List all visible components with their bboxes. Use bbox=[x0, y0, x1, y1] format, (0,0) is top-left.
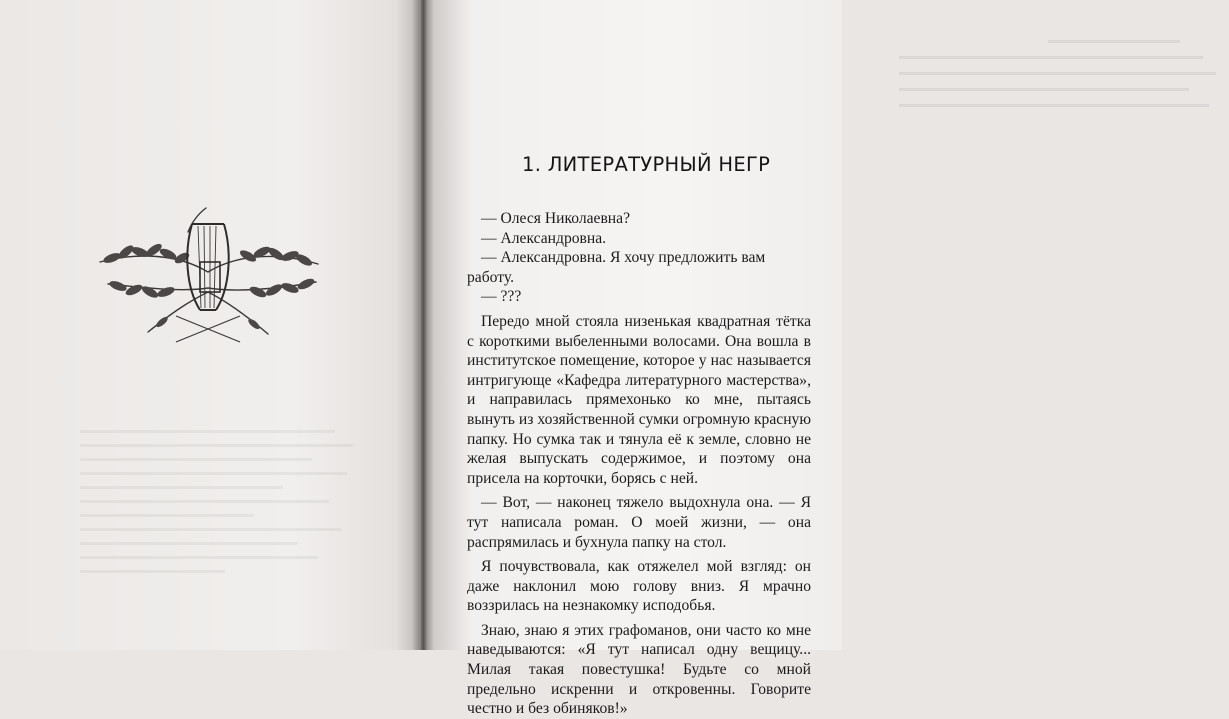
paragraph: Я почувствовала, как отяжелел мой взгляд: он даже наклонил мою голову вниз. Я мрачно воззрилась на незнакомку исподобья. bbox=[467, 558, 811, 615]
chapter-title: 1. ЛИТЕРАТУРНЫЙ НЕГР bbox=[522, 153, 771, 176]
dialogue-line: — Александровна. Я хочу предложить вам работу. bbox=[467, 249, 766, 286]
book-gutter bbox=[412, 0, 434, 650]
paragraph: — Вот, — наконец тяжело выдохнула она. — Я тут написала роман. О моей жизни, — она распрямилась и бухнула папку на стол. bbox=[467, 494, 811, 551]
paragraph: Знаю, знаю я этих графоманов, они часто ко мне наведываются: «Я тут написал одну вещицу... Милая такая повестушка! Будьте со мной предельно искренни и откровенны. Говорите честно и без обиняков!» bbox=[467, 621, 811, 718]
dialogue-line: — Олеся Николаевна? bbox=[481, 210, 630, 227]
dialogue-line: — Александровна. bbox=[481, 229, 607, 247]
paragraph: Передо мной стояла низенькая квадратная тётка с короткими выбеленными волосами. Она вошла в институтское помещение, которое у нас называется интригующе «Кафедра литературного мастерства», и направилась прямехонько ко мне, пытаясь вынуть из хозяйственной сумки огромную красную папку. Но сумка так и тянула её к земле, словно не желая выпускать содержимое, и поэтому она присела на корточки, борясь с ней. bbox=[467, 312, 811, 487]
left-page bbox=[0, 0, 421, 650]
lyre-laurel-ornament-icon bbox=[88, 192, 328, 352]
show-through-title bbox=[70, 132, 390, 176]
dialogue-line: — ??? bbox=[481, 288, 522, 306]
chapter-body bbox=[467, 209, 811, 719]
show-through-lines-left bbox=[80, 430, 370, 584]
show-through-lines-right bbox=[899, 40, 1229, 120]
